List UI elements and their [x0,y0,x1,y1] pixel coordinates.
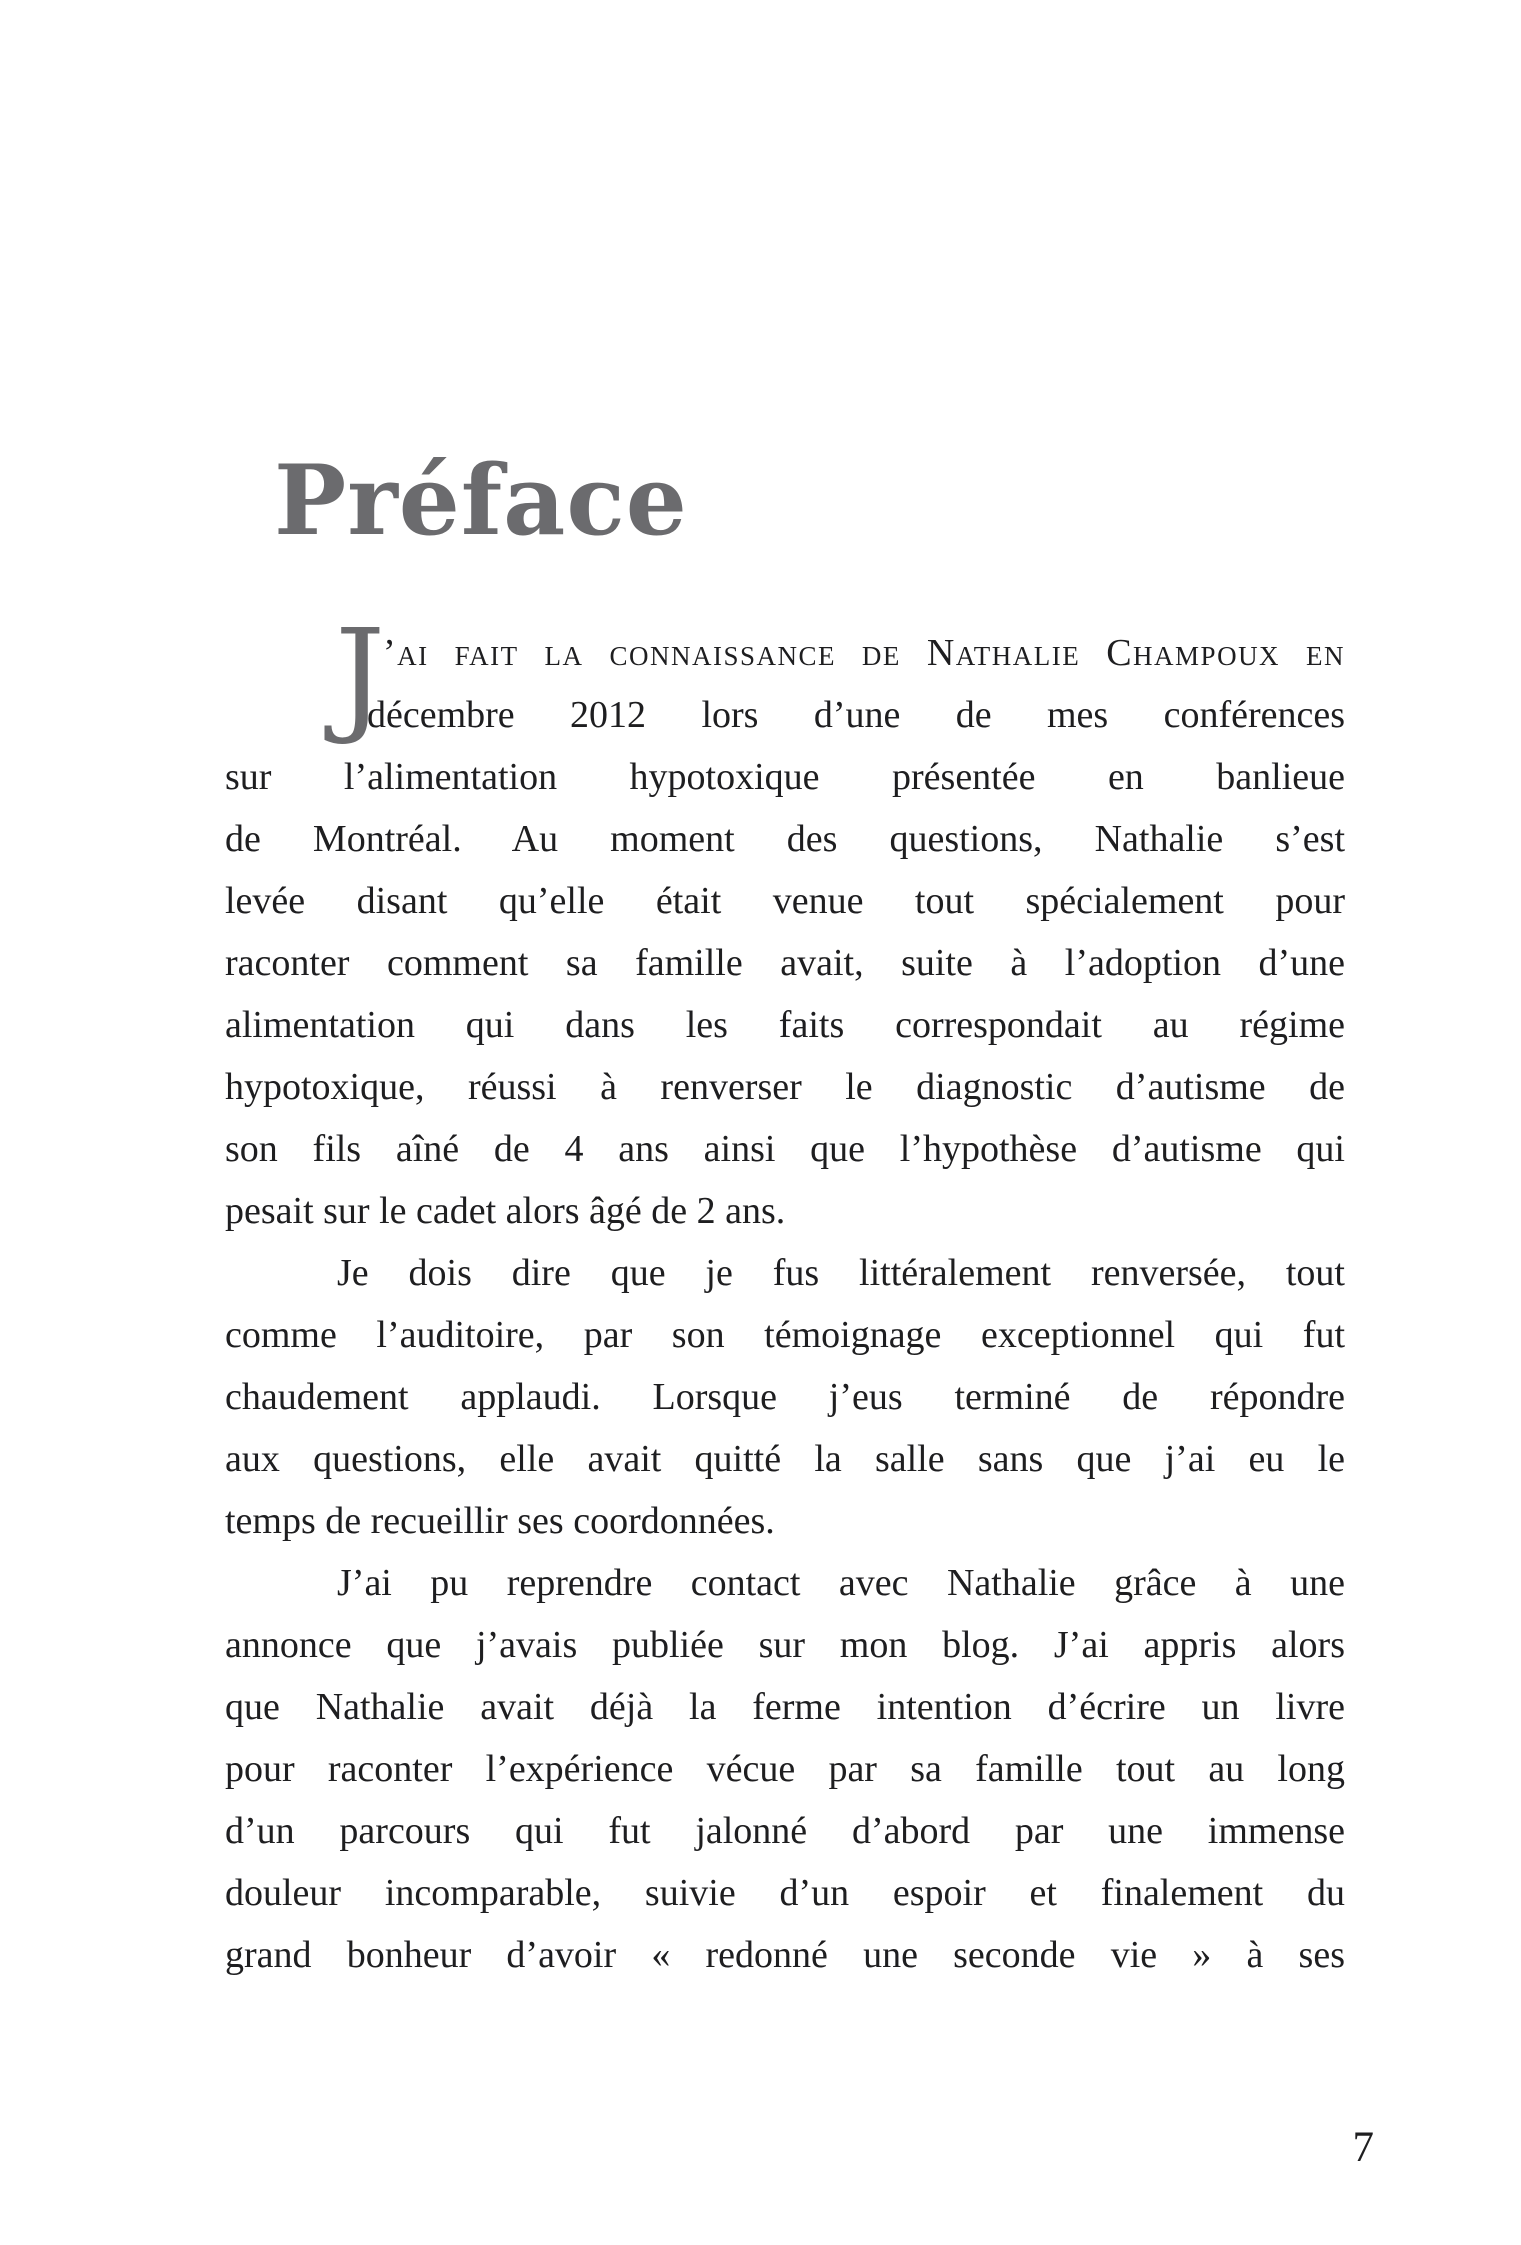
text-line: que Nathalie avait déjà la ferme intention d’écrire un livre [225,1686,1345,1728]
text-line: raconter comment sa famille avait, suite à l’adoption d’une [225,942,1345,984]
text-line: alimentation qui dans les faits correspondait au régime [225,1004,1345,1046]
text-line: sur l’alimentation hypotoxique présentée en banlieue [225,756,1345,798]
dropcap-letter: J [335,603,386,748]
text-line: aux questions, elle avait quitté la salle sans que j’ai eu le [225,1438,1345,1480]
paragraph [225,1242,1345,1552]
text-line: pesait sur le cadet alors âgé de 2 ans. [225,1190,786,1232]
text-line: temps de recueillir ses coordonnées. [225,1500,775,1542]
text-line: annonce que j’avais publiée sur mon blog. J’ai appris alors [225,1624,1345,1666]
text-line: douleur incomparable, suivie d’un espoir et finalement du [225,1872,1345,1914]
text-line: hypotoxique, réussi à renverser le diagnostic d’autisme de [225,1066,1345,1108]
text-line: pour raconter l’expérience vécue par sa famille tout au long [225,1748,1345,1790]
text-line: J’ai pu reprendre contact avec Nathalie grâce à une [337,1562,1345,1604]
text-line: son fils aîné de 4 ans ainsi que l’hypothèse d’autisme qui [225,1128,1345,1170]
text-line: d’un parcours qui fut jalonné d’abord par une immense [225,1810,1345,1852]
text-block [225,603,1345,1986]
text-line: ’ai fait la connaissance de Nathalie Champoux en [383,632,1345,674]
chapter-title: Préface [274,444,688,558]
text-line: Je dois dire que je fus littéralement renversée, tout [337,1252,1345,1294]
text-line: comme l’auditoire, par son témoignage exceptionnel qui fut [225,1314,1345,1356]
paragraph [225,603,1345,1242]
paragraph [225,1552,1345,1986]
page-number: 7 [1352,2124,1374,2171]
text-line: grand bonheur d’avoir « redonné une seconde vie » à ses [225,1934,1345,1976]
text-line: chaudement applaudi. Lorsque j’eus terminé de répondre [225,1376,1345,1418]
text-line: levée disant qu’elle était venue tout spécialement pour [225,880,1345,922]
text-line: de Montréal. Au moment des questions, Nathalie s’est [225,818,1345,860]
text-line: décembre 2012 lors d’une de mes conférences [367,694,1345,736]
